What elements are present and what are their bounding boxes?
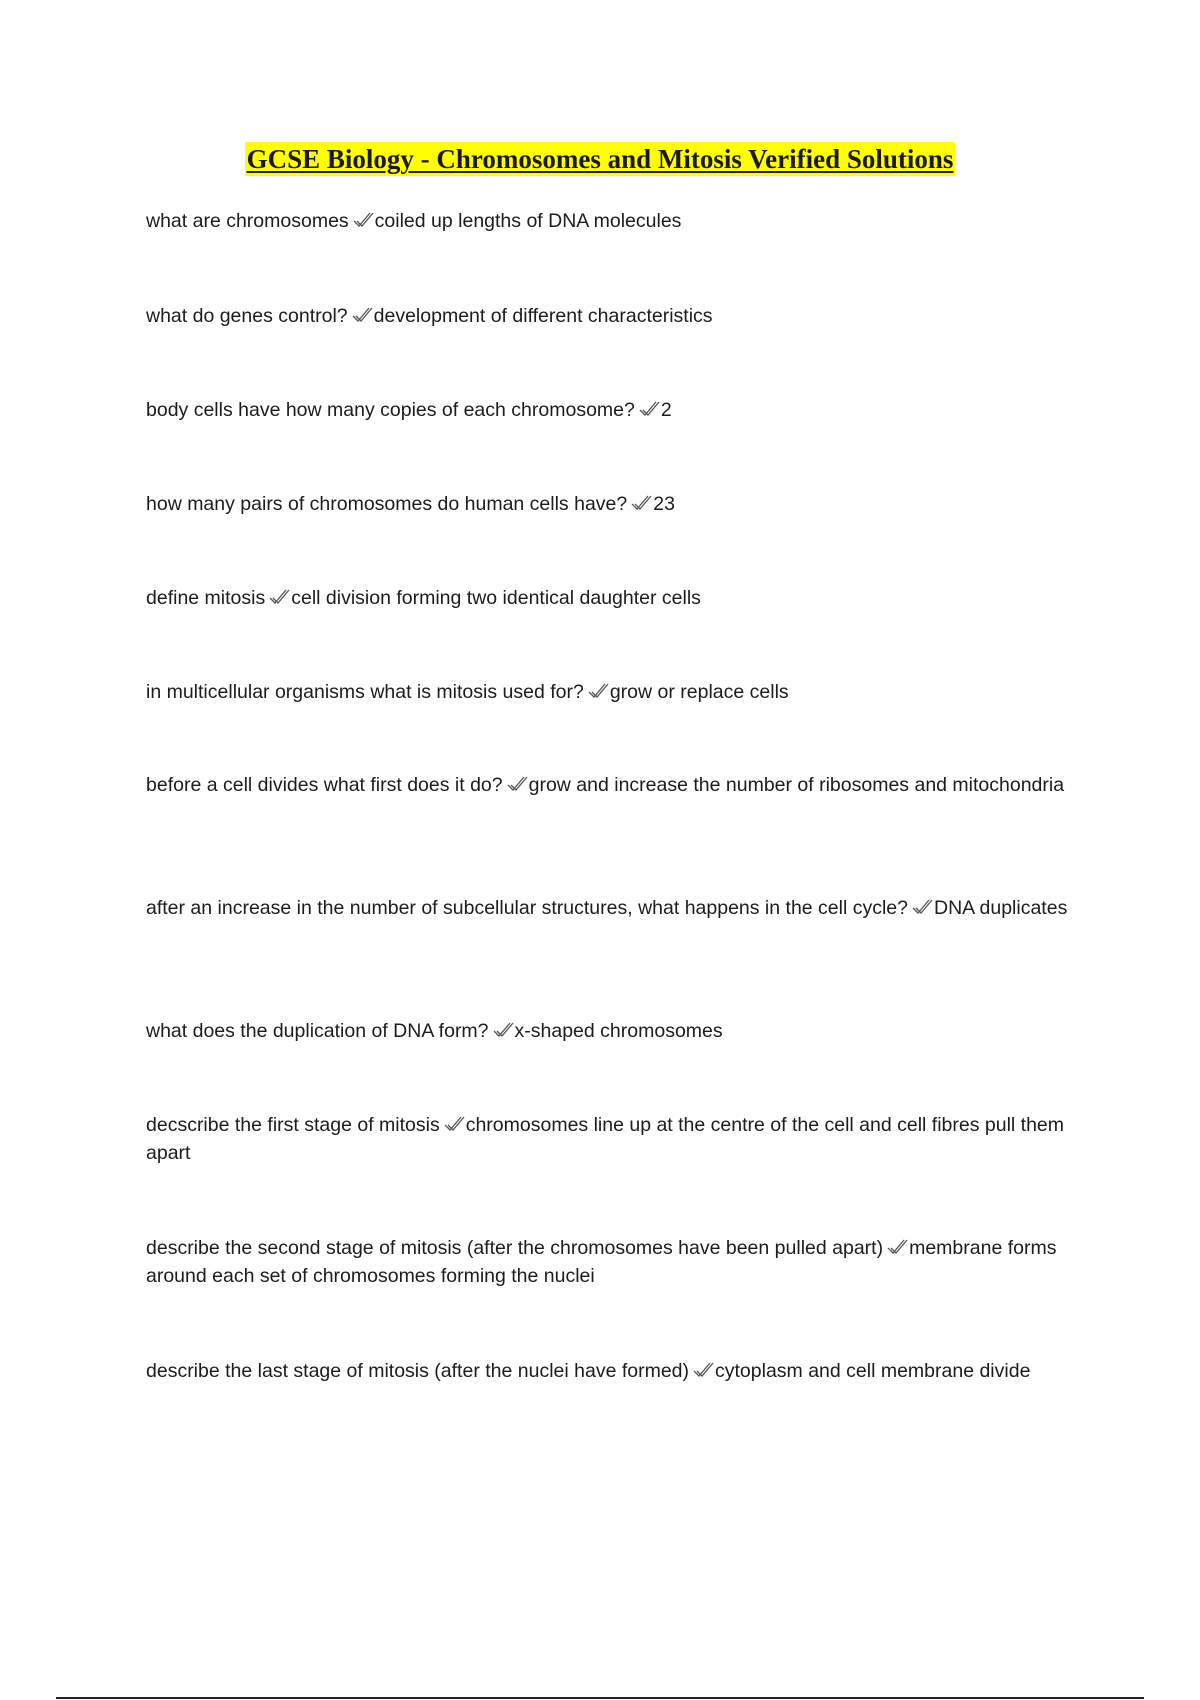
- question-text: define mitosis: [146, 587, 266, 609]
- answer-text: grow and increase the number of ribosomes and mitochondria: [528, 774, 1065, 796]
- answer-text: DNA duplicates: [934, 897, 1068, 919]
- document-title: GCSE Biology - Chromosomes and Mitosis Verified Solutions: [246, 144, 954, 174]
- question-text: body cells have how many copies of each chromosome?: [146, 399, 635, 421]
- qa-item: [146, 1017, 1086, 1045]
- qa-item: [146, 396, 1086, 424]
- question-text: in multicellular organisms what is mitosis used for?: [146, 681, 584, 703]
- question-text: what are chromosomes: [146, 210, 349, 232]
- answer-text: development of different characteristics: [373, 305, 713, 327]
- qa-item: [146, 584, 1086, 612]
- answer-text: 23: [653, 493, 675, 515]
- question-text: describe the second stage of mitosis (after the chromosomes have been pulled apart): [146, 1237, 884, 1259]
- double-check-icon: [631, 494, 652, 512]
- question-text: describe the last stage of mitosis (after the nuclei have formed): [146, 1360, 690, 1382]
- answer-text: cytoplasm and cell membrane divide: [715, 1360, 1031, 1382]
- double-check-icon: [912, 898, 933, 916]
- answer-text: x-shaped chromosomes: [514, 1020, 723, 1042]
- answer-text: grow or replace cells: [609, 681, 789, 703]
- answer-text: chromosomes line up at the centre of the cell and cell fibres pull them apart: [146, 1114, 1065, 1164]
- answer-text: cell division forming two identical daughter cells: [291, 587, 701, 609]
- answer-text: 2: [660, 399, 672, 421]
- answer-text: membrane forms around each set of chromosomes forming the nuclei: [146, 1237, 1057, 1287]
- question-text: what do genes control?: [146, 305, 348, 327]
- double-check-icon: [887, 1238, 908, 1256]
- double-check-icon: [352, 306, 373, 324]
- qa-item: [146, 678, 1086, 706]
- double-check-icon: [493, 1021, 514, 1039]
- qa-item: [146, 894, 1086, 922]
- qa-item: [146, 490, 1086, 518]
- double-check-icon: [444, 1115, 465, 1133]
- answer-text: coiled up lengths of DNA molecules: [374, 210, 682, 232]
- question-text: decscribe the first stage of mitosis: [146, 1114, 440, 1136]
- qa-item: [146, 1234, 1086, 1290]
- double-check-icon: [588, 682, 609, 700]
- double-check-icon: [693, 1361, 714, 1379]
- title-container: [0, 142, 1200, 176]
- double-check-icon: [639, 400, 660, 418]
- question-text: after an increase in the number of subcellular structures, what happens in the cell cycle?: [146, 897, 908, 919]
- double-check-icon: [507, 775, 528, 793]
- qa-item: [146, 1111, 1086, 1167]
- footer-divider: [56, 1697, 1144, 1699]
- double-check-icon: [353, 211, 374, 229]
- qa-item: [146, 771, 1086, 799]
- question-text: before a cell divides what first does it do?: [146, 774, 503, 796]
- qa-item: [146, 1357, 1086, 1385]
- qa-item: [146, 302, 1086, 330]
- question-text: what does the duplication of DNA form?: [146, 1020, 489, 1042]
- double-check-icon: [269, 588, 290, 606]
- question-text: how many pairs of chromosomes do human cells have?: [146, 493, 628, 515]
- qa-item: [146, 207, 1086, 235]
